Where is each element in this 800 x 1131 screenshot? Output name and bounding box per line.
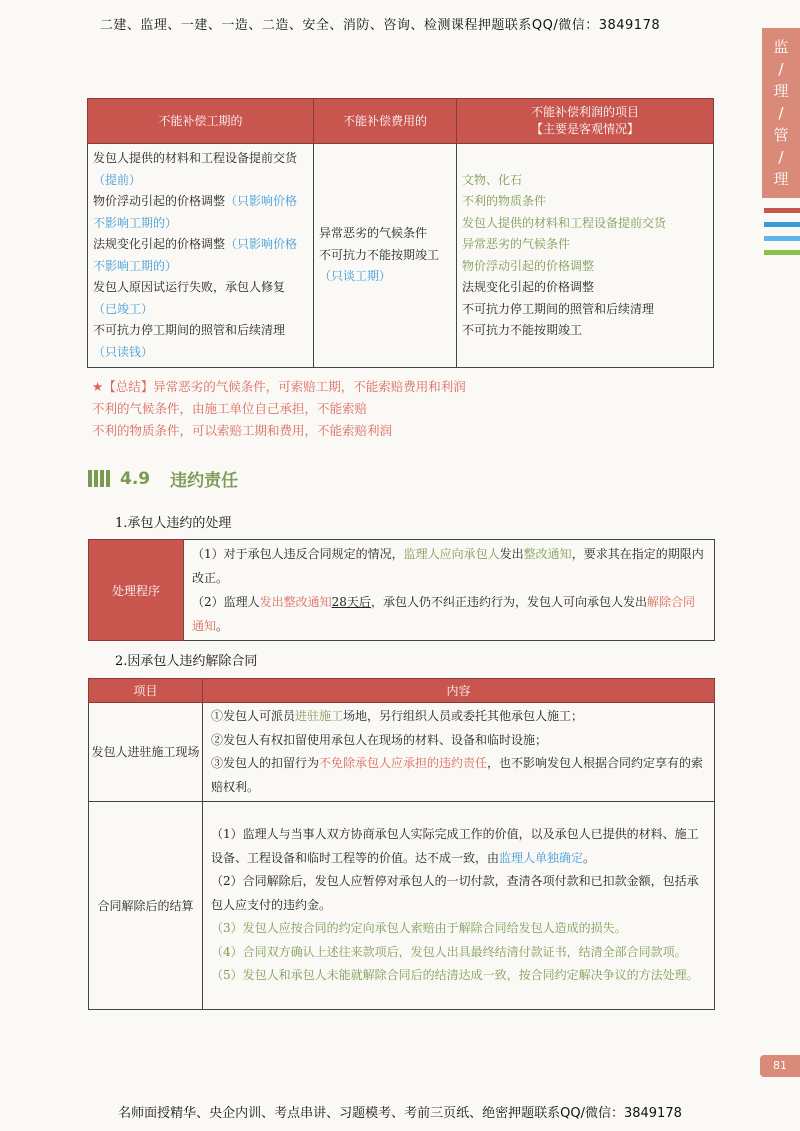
col-header-no-profit-title: 不能补偿利润的项目 [530, 105, 639, 119]
item-note: （只影响价格不影响工期的） [93, 237, 298, 273]
text: （2）监理人 [192, 595, 260, 609]
header-banner: 二建、监理、一建、一造、二造、安全、消防、咨询、检测课程押题联系QQ/微信：3849178 [99, 18, 661, 33]
text: ③发包人的扣留行为 [211, 756, 320, 770]
side-tab-char: / [778, 104, 784, 122]
item-note: （提前） [93, 172, 142, 187]
side-tab-char: 理 [773, 170, 789, 188]
paragraph: （5）发包人和承包人未能就解除合同后的结清达成一致，按合同约定解决争议的方法处理。 [211, 968, 699, 983]
item-text: 发包人原因试运行失败，承包人修复 [93, 280, 286, 294]
list-item: 发包人提供的材料和工程设备提前交货 [462, 215, 667, 230]
paragraph: （2）合同解除后，发包人应暂停对承包人的一切付款，查清各项付款和已扣款金额，包括承包人应支付的违约金。 [211, 874, 699, 912]
list-item: 不利的物质条件 [462, 194, 547, 208]
paragraph: （3）发包人应按合同的约定向承包人索赔由于解除合同给发包人造成的损失。 [211, 921, 627, 936]
item-text: 物价浮动引起的价格调整 [93, 194, 226, 208]
side-tab-char: / [778, 60, 784, 78]
item-text: 发包人提供的材料和工程设备提前交货 [93, 151, 298, 165]
cell-no-cost [314, 144, 457, 368]
paragraph: （4）合同双方确认上述往来款项后，发包人出具最终结清付款证书，结清全部合同款项。 [211, 944, 687, 959]
text: 发出整改通知 [259, 595, 332, 609]
text: ②发包人有权扣留使用承包人在现场的材料、设备和临时设施； [211, 732, 548, 747]
item-note: （已竣工） [93, 301, 154, 316]
section-number: 4.9 [120, 468, 151, 489]
text: 。 [216, 619, 229, 633]
page-number: 81 [760, 1055, 800, 1077]
item-note: （只谈工期） [319, 269, 392, 284]
item-text: 异常恶劣的气候条件 [319, 226, 428, 241]
subheading: 2.因承包人违约解除合同 [115, 654, 258, 669]
row-label: 发包人进驻施工现场 [89, 703, 203, 802]
col-header-item: 项目 [89, 679, 203, 703]
list-item: 法规变化引起的价格调整 [462, 280, 595, 294]
list-item: 不可抗力停工期间的照管和后续清理 [462, 301, 655, 316]
termination-table [88, 678, 715, 1010]
item-text: 不可抗力不能按期竣工 [319, 247, 440, 262]
footer-banner: 名师面授精华、央企内训、考点串讲、习题模考、考前三页纸、绝密押题联系QQ/微信：3849178 [118, 1106, 682, 1121]
text: （1）监理人与当事人双方协商承包人实际完成工作的价值，以及承包人已提供的材料、施工设备、工程设备和临时工程等的价值。达不成一致，由 [211, 827, 699, 865]
text: ①发包人可派员 [211, 709, 296, 723]
list-item: 物价浮动引起的价格调整 [462, 258, 595, 273]
section-bars-icon [88, 470, 110, 487]
summary-line: 【总结】异常恶劣的气候条件，可索赔工期，不能索赔费用和利润 [103, 379, 466, 394]
text: ，也不影响发包人根据合同约定享有的索赔权利。 [211, 756, 704, 794]
summary-line: 不利的物质条件，可以索赔工期和费用，不能索赔利润 [92, 423, 393, 438]
side-color-bar [764, 236, 800, 241]
text: 进驻施工 [295, 709, 344, 723]
item-text: 法规变化引起的价格调整 [93, 237, 226, 251]
procedure-content [184, 540, 715, 641]
list-item: 文物、化石 [462, 172, 523, 187]
row-label: 合同解除后的结算 [89, 802, 203, 1010]
list-item: 异常恶劣的气候条件 [462, 237, 571, 251]
col-header-content: 内容 [203, 679, 715, 703]
subheading: 1.承包人违约的处理 [115, 516, 232, 531]
text: 解除合同通知 [192, 595, 695, 633]
text: （1）对于承包人违反合同规定的情况， [192, 547, 404, 561]
row-content [203, 802, 715, 1010]
list-item: 不可抗力不能按期竣工 [462, 323, 583, 337]
summary-line: 不利的气候条件，由施工单位自己承担，不能索赔 [92, 401, 368, 416]
row-content [203, 703, 715, 802]
item-note: （只读钱） [93, 344, 154, 359]
section-heading [88, 466, 238, 491]
procedure-label: 处理程序 [89, 540, 184, 641]
side-color-bar [764, 222, 800, 227]
col-header-no-time: 不能补偿工期的 [88, 99, 314, 144]
side-tab-char: 监 [773, 38, 789, 56]
side-tab-char: 理 [773, 82, 789, 100]
cell-no-profit [457, 144, 714, 368]
col-header-no-profit [457, 99, 714, 144]
text: 监理人应向承包人 [403, 547, 500, 561]
procedure-table [88, 539, 715, 641]
star-icon: ★ [92, 379, 104, 394]
side-section-tab [762, 28, 800, 198]
text: 28天后 [331, 595, 371, 609]
text: 监理人单独确定 [499, 850, 584, 865]
paragraph [211, 823, 706, 870]
item-note: （只影响价格不影响工期的） [93, 194, 298, 230]
col-header-no-cost: 不能补偿费用的 [314, 99, 457, 144]
text: ，承包人仍不纠正违约行为，发包人可向承包人发出 [370, 595, 647, 609]
side-color-bar [764, 208, 800, 213]
text: 不免除承包人应承担的违约责任 [319, 756, 488, 770]
text: 。 [583, 850, 596, 865]
item-text: 不可抗力停工期间的照管和后续清理 [93, 323, 286, 337]
compensation-table [87, 98, 714, 368]
side-tab-char: 管 [773, 126, 789, 144]
text: 发出 [499, 547, 524, 561]
side-tab-char: / [778, 148, 784, 166]
text: 整改通知 [523, 547, 572, 561]
side-color-bar [764, 250, 800, 255]
col-header-no-profit-sub: 【主要是客观情况】 [530, 122, 639, 136]
section-title: 违约责任 [170, 471, 239, 491]
summary-note [92, 376, 466, 442]
text: 场地，另行组织人员或委托其他承包人施工； [343, 709, 584, 723]
text: ，要求其在指定的期限内改正。 [192, 547, 704, 585]
cell-no-time [88, 144, 314, 368]
